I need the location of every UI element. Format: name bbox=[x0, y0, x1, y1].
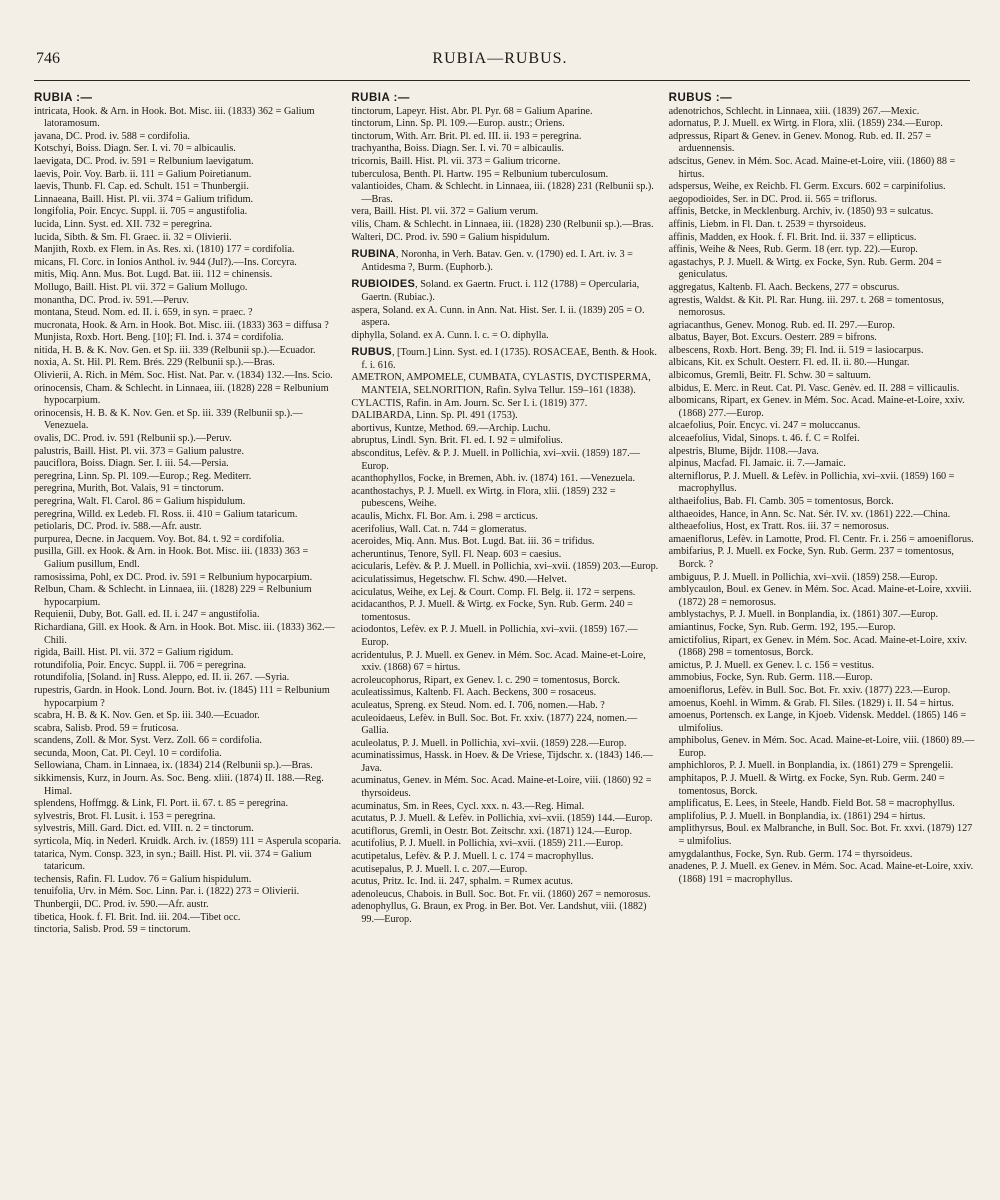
index-entry: micans, Fl. Corc. in Ionios Anthol. iv. 944 (Jul?).—Ins. Corcyra. bbox=[34, 256, 297, 268]
index-entry: pauciflora, Boiss. Diagn. Ser. I. iii. 54.—Persia. bbox=[34, 458, 229, 470]
index-entry: rotundifolia, Poir. Encyc. Suppl. ii. 706 = peregrina. bbox=[34, 659, 247, 671]
index-entry: amphichloros, P. J. Muell. in Bonplandia, ix. (1861) 279 = Sprengelii. bbox=[668, 760, 954, 772]
index-entry: secunda, Moon, Cat. Pl. Ceyl. 10 = cordifolia. bbox=[34, 747, 222, 759]
index-entry: aciculatus, Weihe, ex Lej. & Court. Comp. Fl. Belg. ii. 172 = serpens. bbox=[351, 586, 636, 598]
index-entry: mitis, Miq. Ann. Mus. Bot. Lugd. Bat. iii. 112 = chinensis. bbox=[34, 269, 273, 281]
index-entry: ramosissima, Pohl, ex DC. Prod. iv. 591 = Relbunium hypocarpium. bbox=[34, 571, 313, 583]
index-entry: albatus, Bayer, Bot. Excurs. Oesterr. 289 = bifrons. bbox=[668, 332, 877, 344]
index-entry: acaulis, Michx. Fl. Bor. Am. i. 298 = arcticus. bbox=[351, 511, 538, 522]
index-entry: lucida, Linn. Syst. ed. XII. 732 = peregrina. bbox=[34, 218, 213, 230]
index-entry: amoenus, Portensch. ex Lange, in Kjoeb. Vidensk. Meddel. (1865) 146 = ulmifolius. bbox=[668, 710, 967, 734]
index-entry: scabra, Salisb. Prod. 59 = fruticosa. bbox=[34, 722, 179, 734]
index-entry: ovalis, DC. Prod. iv. 591 (Relbunii sp.).—Peruv. bbox=[34, 433, 232, 445]
index-entry: aculeatus, Spreng. ex Steud. Nom. ed. I. 706, nomen.—Hab. ? bbox=[351, 699, 605, 711]
index-entry: aculeoidaeus, Lefèv. in Bull. Soc. Bot. Fr. xxiv. (1877) 224, nomen.—Gallia. bbox=[351, 712, 638, 737]
index-entry: amplificatus, E. Lees, in Steele, Handb. Field Bot. 58 = macrophyllus. bbox=[668, 798, 955, 810]
index-entry: vilis, Cham. & Schlecht. in Linnaea, iii. (1828) 230 (Relbunii sp.).—Bras. bbox=[351, 218, 654, 230]
column-heading: RUBIA :— bbox=[351, 92, 410, 104]
index-entry: vera, Baill. Hist. Pl. vii. 372 = Galium verum. bbox=[351, 206, 539, 218]
index-entry: adornatus, P. J. Muell. ex Wirtg. in Flora, xlii. (1859) 234.—Europ. bbox=[668, 118, 943, 130]
index-entry: rotundifolia, [Soland. in] Russ. Aleppo, ed. II. ii. 267. —Syria. bbox=[34, 672, 290, 684]
index-entry: acutipetalus, Lefèv. & P. J. Muell. l. c. 174 = macrophyllus. bbox=[351, 851, 594, 863]
index-entry: amphibolus, Genev. in Mém. Soc. Acad. Maine-et-Loire, viii. (1860) 89.—Europ. bbox=[668, 735, 975, 759]
index-entry: Linnaeana, Baill. Hist. Pl. vii. 374 = Galium trifidum. bbox=[34, 193, 254, 205]
index-entry: alpestris, Blume, Bijdr. 1108.—Java. bbox=[668, 445, 819, 457]
index-entry: albicomus, Gremli, Beitr. Fl. Schw. 30 = saltuum. bbox=[668, 370, 871, 382]
index-entry: Kotschyi, Boiss. Diagn. Ser. I. vi. 70 = albicaulis. bbox=[34, 143, 236, 155]
column-right bbox=[669, 92, 976, 1192]
index-entry: Manjith, Roxb. ex Flem. in As. Res. xi. (1810) 177 = cordifolia. bbox=[34, 244, 295, 256]
index-entry: acridentulus, P. J. Muell. ex Genev. in Mém. Soc. Acad. Maine-et-Loire, xxiv. (1868) 67 = hirtus. bbox=[351, 649, 646, 674]
index-entry: peregrina, Murith, Bot. Valais, 91 = tinctorum. bbox=[34, 483, 224, 495]
index-entry: tinctorum, Lapeyr. Hist. Abr. Pl. Pyr. 68 = Galium Aparine. bbox=[351, 105, 593, 117]
index-entry: javana, DC. Prod. iv. 588 = cordifolia. bbox=[34, 130, 190, 142]
index-entry: techensis, Rafin. Fl. Ludov. 76 = Galium hispidulum. bbox=[34, 873, 252, 885]
index-entry: acicularis, Lefèv. & P. J. Muell. in Pollichia, xvi–xvii. (1859) 203.—Europ. bbox=[351, 561, 659, 573]
index-entry: purpurea, Decne. in Jacquem. Voy. Bot. 84. t. 92 = cordifolia. bbox=[34, 533, 285, 545]
index-entry: acutifolius, P. J. Muell. in Pollichia, xvi–xvii. (1859) 211.—Europ. bbox=[351, 838, 624, 850]
index-entry: longifolia, Poir. Encyc. Suppl. ii. 705 = angustifolia. bbox=[34, 206, 248, 218]
index-entry: amaeniflorus, Lefèv. in Lamotte, Prod. Fl. Centr. Fr. i. 256 = amoeniflorus. bbox=[668, 533, 974, 545]
index-entry: amplifolius, P. J. Muell. in Bonplandia, ix. (1861) 294 = hirtus. bbox=[668, 810, 926, 822]
index-entry: aciculatissimus, Hegetschw. Fl. Schw. 490.—Helvet. bbox=[351, 573, 567, 585]
index-entry: acidacanthos, P. J. Muell. & Wirtg. ex Focke, Syn. Rub. Germ. 240 = tomentosus. bbox=[351, 599, 633, 623]
index-entry: intricata, Hook. & Arn. in Hook. Bot. Misc. iii. (1833) 362 = Galium latoramosum. bbox=[34, 105, 315, 130]
index-entry: alcaefolius, Poir. Encyc. vi. 247 = moluccanus. bbox=[668, 420, 861, 432]
index-entry: agrestis, Waldst. & Kit. Pl. Rar. Hung. iii. 297. t. 268 = tomentosus, nemorosus. bbox=[668, 294, 944, 319]
index-entry: trachyantha, Boiss. Diagn. Ser. I. vi. 70 = albicaulis. bbox=[351, 143, 564, 155]
index-entry: tibetica, Hook. f. Fl. Brit. Ind. iii. 204.—Tibet occ. bbox=[34, 911, 241, 923]
index-entry: Richardiana, Gill. ex Hook. & Arn. in Hook. Bot. Misc. iii. (1833) 362.—Chili. bbox=[34, 621, 335, 646]
index-entry: nitida, H. B. & K. Nov. Gen. et Sp. iii. 339 (Relbunii sp.).—Ecuador. bbox=[34, 344, 316, 356]
index-entry: petiolaris, DC. Prod. iv. 588.—Afr. austr. bbox=[34, 521, 202, 533]
index-entry: Mollugo, Baill. Hist. Pl. vii. 372 = Galium Mollugo. bbox=[34, 281, 248, 293]
index-entry: affinis, Weihe & Nees, Rub. Germ. 18 (err. typ. 22).—Europ. bbox=[668, 244, 918, 256]
index-entry: acerifolius, Wall. Cat. n. 744 = glomeratus. bbox=[351, 523, 527, 535]
index-entry: mucronata, Hook. & Arn. in Hook. Bot. Misc. iii. (1833) 363 = diffusa ? bbox=[34, 319, 329, 331]
index-entry: albomicans, Ripart, ex Genev. in Mém. Soc. Acad. Maine-et-Loire, xxiv. (1868) 277.—Europ. bbox=[668, 395, 965, 419]
index-entry: AMETRON, AMPOMELE, CUMBATA, CYLASTIS, DYCTISPERMA, MANTEIA, SELNORITION, Rafin. Sylva Tellur. 159–161 (1838). bbox=[351, 372, 651, 397]
index-entry: adenophyllus, G. Braun, ex Prog. in Ber. Bot. Ver. Landshut, viii. (1882) 99.—Europ. bbox=[351, 901, 647, 925]
index-entry: laevis, Poir. Voy. Barb. ii. 111 = Galium Poiretianum. bbox=[34, 168, 252, 180]
index-entry: RUBIOIDES, Soland. ex Gaertn. Fruct. i. 112 (1788) = Opercularia, Gaertn. (Rubiac.). bbox=[351, 278, 640, 303]
column-left bbox=[34, 92, 341, 1192]
index-entry: peregrina, Walt. Fl. Carol. 86 = Galium hispidulum. bbox=[34, 496, 246, 507]
running-title: RUBIA—RUBUS. bbox=[432, 50, 568, 67]
index-entry: agriacanthus, Genev. Monog. Rub. ed. II. 297.—Europ. bbox=[668, 319, 895, 331]
page-number: 746 bbox=[36, 50, 60, 67]
index-entry: alpinus, Macfad. Fl. Jamaic. ii. 7.—Jamaic. bbox=[668, 458, 846, 470]
index-entry: Munjista, Roxb. Hort. Beng. [10]; Fl. Ind. i. 374 = cordifolia. bbox=[34, 332, 284, 344]
index-entry: scabra, H. B. & K. Nov. Gen. et Sp. iii. 340.—Ecuador. bbox=[34, 710, 260, 722]
index-entry: acuminatissimus, Hassk. in Hoev. & De Vriese, Tijdschr. x. (1843) 146.—Java. bbox=[351, 750, 653, 774]
index-entry: orinocensis, Cham. & Schlecht. in Linnaea, iii. (1828) 228 = Relbunium hypocarpium. bbox=[34, 382, 329, 407]
index-entry: abortivus, Kuntze, Method. 69.—Archip. Luchu. bbox=[351, 422, 551, 434]
index-entry: albicans, Kit. ex Schult. Oesterr. Fl. ed. II. ii. 80.—Hungar. bbox=[668, 357, 910, 369]
index-entry: ammobius, Focke, Syn. Rub. Germ. 118.—Europ. bbox=[668, 672, 873, 684]
index-entry: laevis, Thunb. Fl. Cap. ed. Schult. 151 = Thunbergii. bbox=[34, 181, 249, 193]
index-entry: adspersus, Weihe, ex Reichb. Fl. Germ. Excurs. 602 = carpinifolius. bbox=[668, 181, 946, 193]
index-entry: valantioides, Cham. & Schlecht. in Linnaea, iii. (1828) 231 (Relbunii sp.).—Bras. bbox=[351, 181, 654, 205]
index-entry: adenoleucus, Chabois. in Bull. Soc. Bot. Fr. vii. (1860) 267 = nemorosus. bbox=[351, 888, 651, 900]
index-entry: acutus, Pritz. Ic. Ind. ii. 247, sphalm. = Rumex acutus. bbox=[351, 876, 573, 888]
index-entry: Sellowiana, Cham. in Linnaea, ix. (1834) 214 (Relbunii sp.).—Bras. bbox=[34, 760, 313, 772]
index-entry: rigida, Baill. Hist. Pl. vii. 372 = Galium rigidum. bbox=[34, 647, 234, 659]
index-entry: tinctorum, With. Arr. Brit. Pl. ed. III. ii. 193 = peregrina. bbox=[351, 130, 582, 142]
index-entry: amblycaulon, Boul. ex Genev. in Mém. Soc. Acad. Maine-et-Loire, xxviii. (1872) 28 = nemorosus. bbox=[668, 584, 972, 608]
index-entry: montana, Steud. Nom. ed. II. i. 659, in syn. = praec. ? bbox=[34, 307, 253, 319]
index-entry: affinis, Betcke, in Mecklenburg. Archiv, iv. (1850) 93 = sulcatus. bbox=[668, 206, 934, 218]
index-entry: albescens, Roxb. Hort. Beng. 39; Fl. Ind. ii. 519 = lasiocarpus. bbox=[668, 344, 924, 356]
column-middle bbox=[351, 92, 658, 1192]
index-entry: laevigata, DC. Prod. iv. 591 = Relbunium laevigatum. bbox=[34, 155, 254, 167]
index-entry: acutisepalus, P. J. Muell. l. c. 207.—Europ. bbox=[351, 863, 528, 875]
index-entry: splendens, Hoffmgg. & Link, Fl. Port. ii. 67. t. 85 = peregrina. bbox=[34, 798, 288, 810]
index-entry: tatarica, Nym. Consp. 323, in syn.; Baill. Hist. Pl. vii. 374 = Galium tataricum. bbox=[34, 848, 312, 873]
index-entry: acuminatus, Genev. in Mém. Soc. Acad. Maine-et-Loire, viii. (1860) 92 = thyrsoideus. bbox=[351, 775, 652, 800]
index-entry: affinis, Madden, ex Hook. f. Fl. Brit. Ind. ii. 337 = ellipticus. bbox=[668, 231, 917, 243]
index-entry: sylvestris, Brot. Fl. Lusit. i. 153 = peregrina. bbox=[34, 810, 216, 822]
index-entry: amplithyrsus, Boul. ex Malbranche, in Bull. Soc. Bot. Fr. xxvi. (1879) 127 = ulmifolius. bbox=[668, 823, 973, 848]
column-heading: RUBUS :— bbox=[668, 92, 733, 104]
index-entry: Relbun, Cham. & Schlecht. in Linnaea, iii. (1828) 229 = Relbunium hypocarpium. bbox=[34, 584, 312, 608]
index-entry: monantha, DC. Prod. iv. 591.—Peruv. bbox=[34, 294, 189, 306]
index-entry: amygdalanthus, Focke, Syn. Rub. Germ. 174 = thyrsoideus. bbox=[668, 848, 913, 860]
index-entry: amictifolius, Ripart, ex Genev. in Mém. Soc. Acad. Maine-et-Loire, xxiv. (1868) 298 = tomentosus, Borck. bbox=[668, 634, 967, 659]
index-entry: acuminatus, Sm. in Rees, Cycl. xxx. n. 43.—Reg. Himal. bbox=[351, 800, 585, 812]
index-entry: aciodontos, Lefèv. ex P. J. Muell. in Pollichia, xvi–xvii. (1859) 167.—Europ. bbox=[351, 624, 638, 648]
index-entry: DALIBARDA, Linn. Sp. Pl. 491 (1753). bbox=[351, 410, 518, 422]
index-entry: tenuifolia, Urv. in Mém. Soc. Linn. Par. i. (1822) 273 = Olivierii. bbox=[34, 886, 300, 898]
index-entry: adpressus, Ripart & Genev. in Genev. Monog. Rub. ed. II. 257 = arduennensis. bbox=[668, 130, 932, 155]
index-entry: adenotrichos, Schlecht. in Linnaea, xiii. (1839) 267.—Mexic. bbox=[668, 105, 920, 117]
index-entry: acutiflorus, Gremli, in Oestr. Bot. Zeitschr. xxi. (1871) 124.—Europ. bbox=[351, 825, 633, 837]
index-entry: lucida, Sibth. & Sm. Fl. Graec. ii. 32 = Olivierii. bbox=[34, 231, 232, 243]
index-entry: noxia, A. St. Hil. Pl. Rem. Brés. 229 (Relbunii sp.).—Bras. bbox=[34, 357, 275, 369]
index-entry: tinctorum, Linn. Sp. Pl. 109.—Europ. austr.; Oriens. bbox=[351, 118, 565, 130]
index-entry: abruptus, Lindl. Syn. Brit. Fl. ed. I. 92 = ulmifolius. bbox=[351, 435, 563, 447]
index-entry: acroleucophorus, Ripart, ex Genev. l. c. 290 = tomentosus, Borck. bbox=[351, 674, 621, 686]
index-entry: amiantinus, Focke, Syn. Rub. Germ. 192, 195.—Europ. bbox=[668, 621, 896, 633]
index-entry: amoeniflorus, Lefèv. in Bull. Soc. Bot. Fr. xxiv. (1877) 223.—Europ. bbox=[668, 684, 951, 696]
entry-list bbox=[34, 106, 341, 937]
index-entry: ambiguus, P. J. Muell. in Pollichia, xvi–xvii. (1859) 258.—Europ. bbox=[668, 571, 938, 583]
index-entry: peregrina, Willd. ex Ledeb. Fl. Ross. ii. 410 = Galium tataricum. bbox=[34, 508, 298, 520]
index-entry: alterniflorus, P. J. Muell. & Lefèv. in Pollichia, xvi–xvii. (1859) 160 = macrophyllus. bbox=[668, 470, 955, 495]
index-entry: Olivierii, A. Rich. in Mém. Soc. Hist. Nat. Par. v. (1834) 132.—Ins. Scio. bbox=[34, 370, 333, 382]
index-entry: acanthostachys, P. J. Muell. ex Wirtg. in Flora, xlii. (1859) 232 = pubescens, Weihe. bbox=[351, 485, 616, 510]
index-entry: CYLACTIS, Rafin. in Am. Journ. Sc. Ser I. i. (1819) 377. bbox=[351, 397, 588, 409]
index-entry: alceaefolius, Vidal, Sinops. t. 46. f. C = Rolfei. bbox=[668, 433, 860, 445]
index-entry: acanthophyllos, Focke, in Bremen, Abh. iv. (1874) 161. —Venezuela. bbox=[351, 473, 636, 485]
index-entry: anadenes, P. J. Muell. ex Genev. in Mém. Soc. Acad. Maine-et-Loire, xxiv. (1868) 191 = macrophyllus. bbox=[668, 861, 974, 885]
index-entry: amblystachys, P. J. Muell. in Bonplandia, ix. (1861) 307.—Europ. bbox=[668, 609, 939, 621]
page-header bbox=[30, 50, 970, 72]
index-entry: Walteri, DC. Prod. iv. 590 = Galium hispidulum. bbox=[351, 231, 550, 243]
index-entry: aceroides, Miq. Ann. Mus. Bot. Lugd. Bat. iii. 36 = trifidus. bbox=[351, 536, 595, 548]
index-entry: agastachys, P. J. Muell. & Wirtg. ex Focke, Syn. Rub. Germ. 204 = geniculatus. bbox=[668, 256, 942, 281]
index-entry: acheruntinus, Tenore, Syll. Fl. Neap. 603 = caesius. bbox=[351, 548, 562, 560]
header-rule bbox=[34, 80, 970, 81]
index-entry: affinis, Liebm. in Fl. Dan. t. 2539 = thyrsoideus. bbox=[668, 218, 867, 230]
index-entry: sylvestris, Mill. Gard. Dict. ed. VIII. n. 2 = tinctorum. bbox=[34, 823, 254, 835]
index-entry: RUBUS, [Tourn.] Linn. Syst. ed. I (1735). ROSACEAE, Benth. & Hook. f. i. 616. bbox=[351, 346, 657, 371]
index-entry: scandens, Zoll. & Mor. Syst. Verz. Zoll. 66 = cordifolia. bbox=[34, 735, 262, 747]
index-entry: syrticola, Miq. in Nederl. Kruidk. Arch. iv. (1859) 111 = Asperula scoparia. bbox=[34, 836, 342, 848]
index-entry: ambifarius, P. J. Muell. ex Focke, Syn. Rub. Germ. 237 = tomentosus, Borck. ? bbox=[668, 546, 954, 570]
index-entry: tuberculosa, Benth. Pl. Hartw. 195 = Relbunium tuberculosum. bbox=[351, 168, 609, 180]
index-columns bbox=[34, 92, 976, 1192]
column-heading: RUBIA :— bbox=[34, 92, 93, 104]
index-entry: adscitus, Genev. in Mém. Soc. Acad. Maine-et-Loire, viii. (1860) 88 = hirtus. bbox=[668, 155, 956, 180]
index-entry: absconditus, Lefèv. & P. J. Muell. in Pollichia, xvi–xvii. (1859) 187.—Europ. bbox=[351, 448, 640, 472]
index-entry: althaeifolius, Bab. Fl. Camb. 305 = tomentosus, Borck. bbox=[668, 496, 894, 507]
index-entry: diphylla, Soland. ex A. Cunn. l. c. = O. diphylla. bbox=[351, 329, 549, 341]
index-entry: amictus, P. J. Muell. ex Genev. l. c. 156 = vestitus. bbox=[668, 659, 875, 671]
index-entry: Thunbergii, DC. Prod. iv. 590.—Afr. austr. bbox=[34, 899, 209, 910]
index-entry: altheaefolius, Host, ex Tratt. Ros. iii. 37 = nemorosus. bbox=[668, 521, 889, 533]
index-entry: rupestris, Gardn. in Hook. Lond. Journ. Bot. iv. (1845) 111 = Relbunium hypocarpium ? bbox=[34, 684, 330, 709]
index-entry: peregrina, Linn. Sp. Pl. 109.—Europ.; Reg. Mediterr. bbox=[34, 470, 252, 482]
index-entry: sikkimensis, Kurz, in Journ. As. Soc. Beng. xliii. (1874) II. 188.—Reg. Himal. bbox=[34, 773, 324, 797]
index-entry: albidus, E. Merc. in Reut. Cat. Pl. Vasc. Genèv. ed. II. 288 = villicaulis. bbox=[668, 382, 960, 394]
index-entry: aculeatissimus, Kaltenb. Fl. Aach. Beckens, 300 = rosaceus. bbox=[351, 687, 597, 699]
index-entry: palustris, Baill. Hist. Pl. vii. 373 = Galium palustre. bbox=[34, 445, 245, 457]
index-entry: aspera, Soland. ex A. Cunn. in Ann. Nat. Hist. Ser. I. ii. (1839) 205 = O. aspera. bbox=[351, 304, 645, 329]
index-entry: aggregatus, Kaltenb. Fl. Aach. Beckens, 277 = obscurus. bbox=[668, 281, 900, 293]
index-entry: orinocensis, H. B. & K. Nov. Gen. et Sp. iii. 339 (Relbunii sp.).—Venezuela. bbox=[34, 407, 303, 432]
index-entry: tricornis, Baill. Hist. Pl. vii. 373 = Galium tricorne. bbox=[351, 155, 561, 167]
index-entry: pusilla, Gill. ex Hook. & Arn. in Hook. Bot. Misc. iii. (1833) 363 = Galium pusillum, Endl. bbox=[34, 546, 309, 570]
index-entry: aculeolatus, P. J. Muell. in Pollichia, xvi–xvii. (1859) 228.—Europ. bbox=[351, 737, 627, 749]
entry-list bbox=[669, 106, 976, 887]
index-entry: althaeoides, Hance, in Ann. Sc. Nat. Sér. IV. xv. (1861) 222.—China. bbox=[668, 508, 951, 520]
index-entry: Requienii, Duby, Bot. Gall. ed. II. i. 247 = angustifolia. bbox=[34, 609, 260, 621]
index-entry: tinctoria, Salisb. Prod. 59 = tinctorum. bbox=[34, 924, 191, 936]
index-entry: RUBINA, Noronha, in Verh. Batav. Gen. v. (1790) ed. I. Art. iv. 3 = Antidesma ?, Burm. (Euphorb.). bbox=[351, 248, 633, 273]
index-entry: amphitapos, P. J. Muell. & Wirtg. ex Focke, Syn. Rub. Germ. 240 = tomentosus, Borck. bbox=[668, 773, 945, 797]
entry-list bbox=[351, 106, 658, 927]
index-entry: acutatus, P. J. Muell. & Lefèv. in Pollichia, xvi–xvii. (1859) 144.—Europ. bbox=[351, 813, 653, 825]
index-entry: amoenus, Koehl. in Wimm. & Grab. Fl. Siles. (1829) i. II. 54 = hirtus. bbox=[668, 697, 954, 709]
index-entry: aegopodioides, Ser. in DC. Prod. ii. 565 = triflorus. bbox=[668, 193, 878, 205]
